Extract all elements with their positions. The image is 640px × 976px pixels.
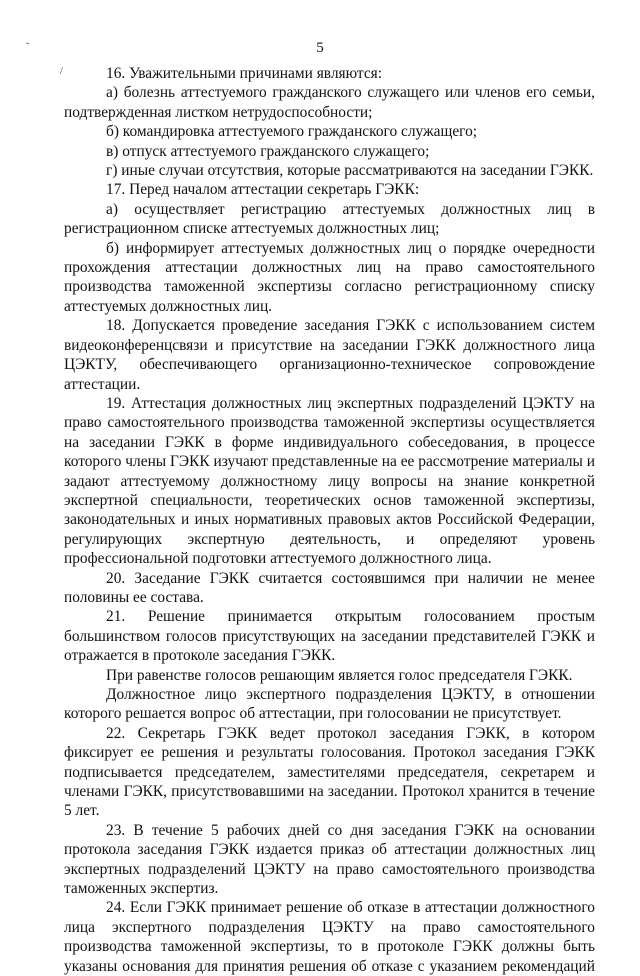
paragraph-16: 16. Уважительными причинами являются: (106, 65, 383, 82)
paragraph-16v: в) отпуск аттестуемого гражданского служащего; (106, 142, 430, 160)
paragraph-21-absent: Должностное лицо экспертного подразделения ЦЭКТУ, в отношении которого решается вопрос об аттестации, при голосовании не присутствует. (64, 686, 595, 723)
paragraph-19: 19. Аттестация должностных лиц экспертных подразделений ЦЭКТУ на право самостоятельного производства таможенной экспертизы осуществляется на заседании ГЭКК в форме индивидуального собеседования, в процессе которого члены ГЭКК изучают представленные на ее рассмотрение материалы и задают аттестуемому должностному лицу вопросы на знание конкретной экспертной специальности, теоретических основ таможенной экспертизы, законодательных и иных нормативных правовых актов Российской Федерации, регулирующих экспертную деятельность, и определяют уровень профессиональной подготовки аттестуемого должностного лица. (64, 394, 595, 568)
paragraph-22: 22. Секретарь ГЭКК ведет протокол заседания ГЭКК, в котором фиксирует ее решения и результаты голосования. Протокол заседания ГЭКК подписывается председателем, заместителями председателя, секретарем и членами ГЭКК, присутствовавшими на заседании. Протокол хранится в течение 5 лет. (64, 724, 595, 820)
paragraph-16a: а) болезнь аттестуемого гражданского служащего или членов его семьи, подтвержденная листком нетрудоспособности; (64, 84, 595, 121)
paragraph-16b: б) командировка аттестуемого гражданского служащего; (106, 123, 478, 141)
paragraph-16g: г) иные случаи отсутствия, которые рассматриваются на заседании ГЭКК. (106, 162, 594, 180)
paragraph-24: 24. Если ГЭКК принимает решение об отказе в аттестации должностного лица экспертного подразделения ЦЭКТУ на право самостоятельного производства таможенной экспертизы, то в протоколе ГЭКК должны быть указаны основания для принятия решения об отказе с указанием рекомендаций (64, 899, 595, 975)
page-number: 5 (316, 40, 324, 56)
margin-mark-left: / (60, 66, 63, 77)
paragraph-18: 18. Допускается проведение заседания ГЭКК с использованием систем видеоконференцсвязи и присутствие на заседании ГЭКК должностного лица ЦЭКТУ, обеспечивающего организационно-техническое сопровождение аттестации. (64, 317, 595, 393)
paragraph-17b: б) информирует аттестуемых должностных лиц о порядке очередности прохождения аттестации должностных лиц на право самостоятельного производства таможенной экспертизы согласно регистрационному списку аттестуемых должностных лиц. (64, 239, 595, 315)
document-body (64, 64, 595, 976)
paragraph-21-tie: При равенстве голосов решающим является голос председателя ГЭКК. (106, 666, 573, 684)
paragraph-17: 17. Перед началом аттестации секретарь ГЭКК: (106, 181, 420, 199)
paragraph-17a: а) осуществляет регистрацию аттестуемых должностных лиц в регистрационном списке аттестуемых должностных лиц; (64, 200, 595, 238)
margin-mark-top: ˘ (26, 42, 30, 53)
paragraph-23: 23. В течение 5 рабочих дней со дня заседания ГЭКК на основании протокола заседания ГЭКК издается приказ об аттестации должностных лиц экспертных подразделений ЦЭКТУ на право самостоятельного производства таможенных экспертиз. (64, 821, 595, 898)
paragraph-21: 21. Решение принимается открытым голосованием простым большинством голосов присутствующих на заседании представителей ГЭКК и отражается в протоколе заседания ГЭКК. (64, 608, 595, 665)
paragraph-20: 20. Заседание ГЭКК считается состоявшимся при наличии не менее половины ее состава. (64, 569, 595, 606)
